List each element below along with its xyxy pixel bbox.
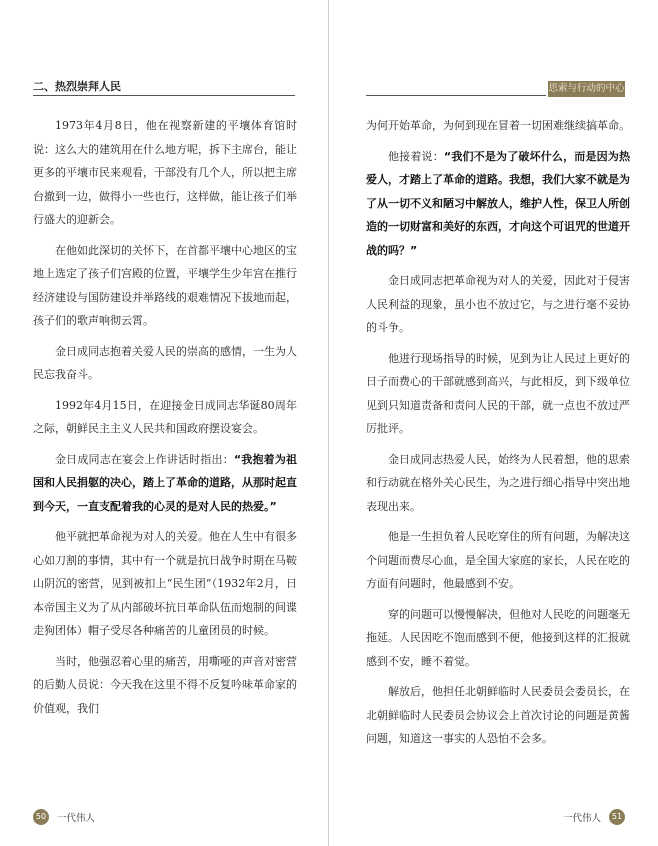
paragraph-text: 1992年4月15日，在迎接金日成同志华诞80周年之际，朝鲜民主主义人民共和国政府摆设宴会。 <box>33 398 297 435</box>
paragraph <box>366 603 630 674</box>
paragraph-text: 金日成同志热爱人民，始终为人民着想，他的思索和行动就在格外关心民生，为之进行细心指导中突出地表现出来。 <box>366 452 630 513</box>
paragraph <box>33 239 297 333</box>
paragraph-text: 他进行现场指导的时候，见到为让人民过上更好的日子而费心的干部就感到高兴，与此相反，到下级单位见到只知道责备和责问人民的干部，就一点也不放过严厉批评。 <box>366 351 630 435</box>
paragraph-text: 金日成同志抱着关爱人民的崇高的感情，一生为人民忘我奋斗。 <box>33 344 297 381</box>
paragraph <box>33 650 297 721</box>
paragraph-text: 当时，他强忍着心里的痛苦，用嘶哑的声音对密营的后勤人员说：今天我在这里不得不反复吟味革命家的价值观，我们 <box>33 654 297 715</box>
paragraph-text: 1973年4月8日，他在视察新建的平壤体育馆时说：这么大的建筑用在什么地方呢，拆下主席台，能让更多的平壤市民来观看，干部没有几个人，所以把主席台撤到一边，做得小一些也行，这样做，能让孩子们举行盛大的迎新会。 <box>33 119 297 226</box>
paragraph <box>366 448 630 519</box>
page-number: 51 <box>609 809 625 825</box>
paragraph <box>366 525 630 596</box>
header-rule <box>366 95 546 96</box>
paragraph <box>366 269 630 340</box>
paragraph <box>366 680 630 751</box>
paragraph <box>366 145 630 263</box>
book-name: 一代伟人 <box>57 813 96 824</box>
right-body-text <box>366 114 630 758</box>
paragraph <box>33 525 297 643</box>
paragraph <box>366 114 630 138</box>
paragraph-text: 在他如此深切的关怀下，在首都平壤中心地区的宝地上选定了孩子们宫殿的位置，平壤学生少年宫在推行经济建设与国防建设并举路线的艰难情况下拔地而起，孩子们的歌声响彻云霄。 <box>33 243 297 327</box>
section-title: 二、热烈崇拜人民 <box>33 80 121 93</box>
paragraph <box>33 394 297 441</box>
left-body-text <box>33 114 297 727</box>
paragraph <box>33 340 297 387</box>
paragraph <box>33 448 297 519</box>
paragraph-text: 金日成同志把革命视为对人的关爱，因此对于侵害人民利益的现象，虽小也不放过它，与之进行毫不妥协的斗争。 <box>366 274 630 334</box>
paragraph-text: 为何开始革命，为何到现在冒着一切困难继续搞革命。 <box>366 119 630 132</box>
book-name: 一代伟人 <box>562 813 601 824</box>
paragraph-text: 他接着说： <box>388 149 444 163</box>
quote-text: “我抱着为祖国和人民捐躯的决心，踏上了革命的道路，从那时起直到今天，一直支配着我的心灵的是对人民的热爱。” <box>33 452 298 513</box>
right-footer <box>563 809 625 825</box>
chapter-tab: 思索与行动的中心 <box>548 81 625 97</box>
paragraph <box>366 347 630 441</box>
paragraph <box>33 114 297 232</box>
header-rule <box>33 95 295 96</box>
right-page <box>329 0 658 846</box>
quote-text: “我们不是为了破坏什么，而是因为热爱人，才踏上了革命的道路。我想，我们大家不就是为了从一切不义和陋习中解放人，维护人性，保卫人所创造的一切财富和美好的东西，才向这个可诅咒的世道开战的吗？” <box>366 149 631 257</box>
left-footer <box>33 809 95 825</box>
paragraph-text: 穿的问题可以慢慢解决，但他对人民吃的问题毫无拖延。人民因吃不饱而感到不便，他接到这样的汇报就感到不安，睡不着觉。 <box>366 607 630 668</box>
paragraph-text: 他平就把革命视为对人的关爱。他在人生中有很多心如刀割的事情，其中有一个就是抗日战争时期在马鞍山阴沉的密营，见到被扣上“民生团”（1932年2月，日本帝国主义为了从内部破坏抗日革命队伍而炮制的间谍走狗团体）帽子受尽各种痛苦的儿童团员的时候。 <box>33 530 297 637</box>
paragraph-text: 解放后，他担任北朝鲜临时人民委员会委员长，在北朝鲜临时人民委员会协议会上首次讨论的问题是黄酱问题，知道这一事实的人恐怕不会多。 <box>366 685 630 745</box>
paragraph-text: 他是一生担负着人民吃穿住的所有问题，为解决这个问题而费尽心血，是全国大家庭的家长，人民在吃的方面有问题时，他最感到不安。 <box>366 530 630 590</box>
paragraph-text: 金日成同志在宴会上作讲话时指出： <box>55 452 234 466</box>
page-number: 50 <box>33 809 49 825</box>
